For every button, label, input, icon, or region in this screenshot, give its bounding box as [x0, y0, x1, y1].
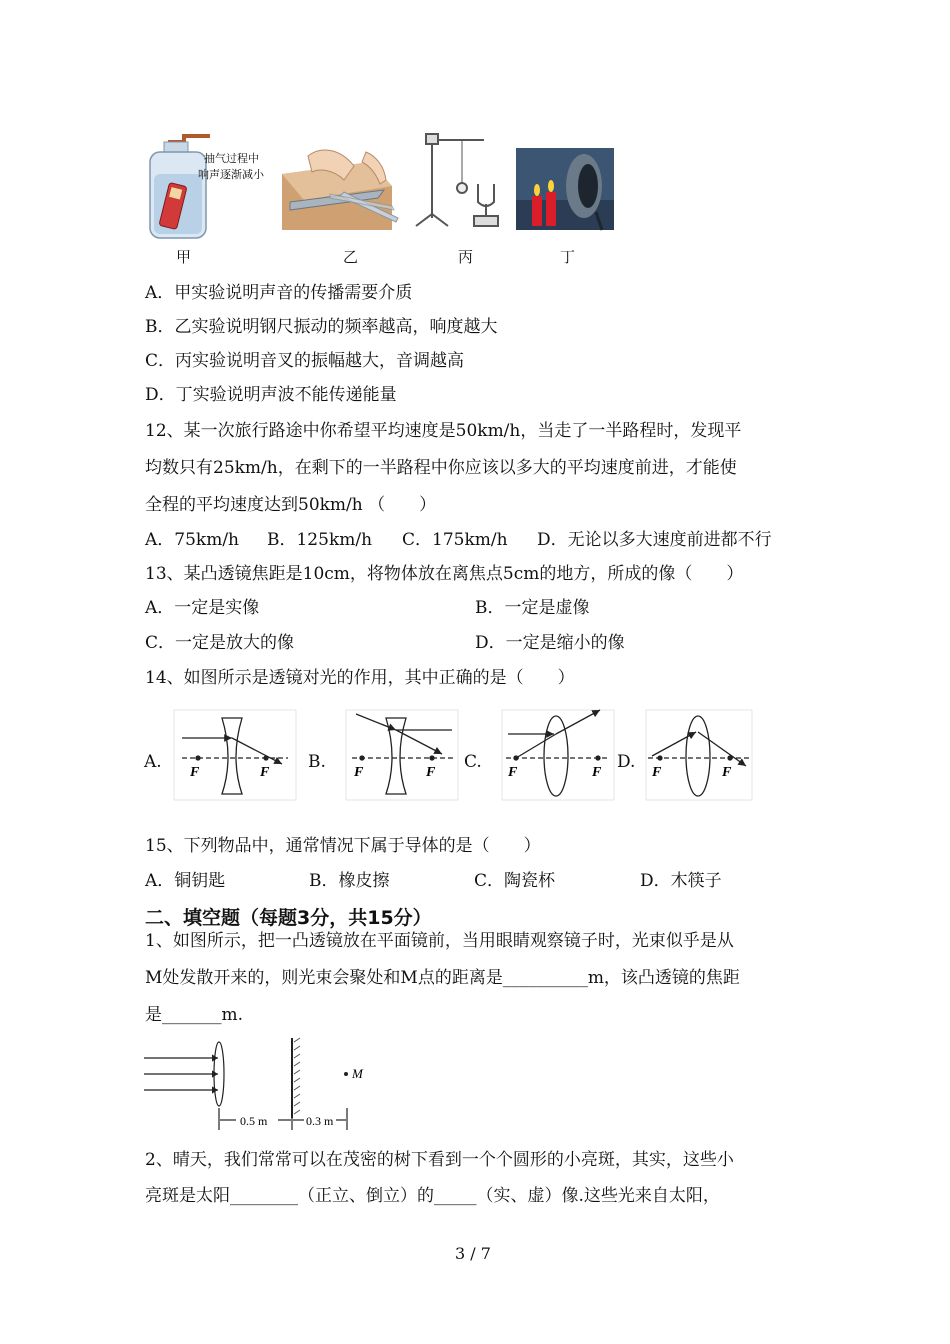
lens-diagrams — [170, 704, 756, 804]
focal-label-d2: F — [722, 765, 732, 780]
q12-line-3: 全程的平均速度达到50km/h （ ） — [145, 495, 437, 515]
q12-option-d: D．无论以多大速度前进都不行 — [537, 530, 772, 550]
lens-mirror-drawing — [140, 1034, 380, 1130]
q11-option-d: D．丁实验说明声波不能传递能量 — [145, 385, 397, 405]
distance-label-1: 0.5 m — [240, 1114, 268, 1128]
ruler-table-drawing — [282, 150, 398, 230]
focal-label-c1: F — [508, 765, 518, 780]
q15-option-c: C．陶瓷杯 — [474, 871, 556, 891]
candle-speaker-drawing — [516, 148, 614, 230]
focal-label-a2: F — [260, 765, 270, 780]
q11-option-c: C．丙实验说明音叉的振幅越大，音调越高 — [145, 351, 465, 371]
q13-option-b: B．一定是虚像 — [475, 598, 590, 618]
q14-option-c-label: C. — [464, 752, 482, 772]
q15-option-d: D．木筷子 — [640, 871, 722, 891]
sound-experiment-figure — [140, 126, 620, 266]
point-m-label: M — [352, 1066, 363, 1081]
figure-label-jia: 甲 — [176, 248, 192, 266]
fill-q1-line-3: 是_______m. — [145, 1005, 244, 1025]
focal-label-b1: F — [354, 765, 364, 780]
q12-line-2: 均数只有25km/h，在剩下的一半路程中你应该以多大的平均速度前进，才能使 — [145, 458, 737, 478]
q15-option-a: A．铜钥匙 — [145, 871, 226, 891]
q12-option-a: A．75km/h — [145, 530, 240, 550]
fill-q1-line-2: M处发散开来的，则光束会聚处和M点的距离是__________m，该凸透镜的焦距 — [145, 968, 740, 988]
q14-option-d-label: D. — [617, 752, 636, 772]
q15-option-b: B．橡皮擦 — [309, 871, 390, 891]
q14-option-b-label: B. — [308, 752, 326, 772]
q15-stem: 15、下列物品中，通常情况下属于导体的是（ ） — [145, 836, 541, 856]
q12-option-c: C．175km/h — [402, 530, 508, 550]
focal-label-b2: F — [426, 765, 436, 780]
lens-mirror-figure — [140, 1034, 380, 1130]
tuning-fork-drawing — [416, 134, 498, 226]
focal-label-a1: F — [190, 765, 200, 780]
fill-q2-line-1: 2、晴天，我们常常可以在茂密的树下看到一个个圆形的小亮斑，其实，这些小 — [145, 1150, 734, 1170]
q11-option-a: A．甲实验说明声音的传播需要介质 — [145, 283, 413, 303]
q11-option-b: B．乙实验说明钢尺振动的频率越高，响度越大 — [145, 317, 498, 337]
q14-option-a-label: A. — [144, 752, 162, 772]
jar-caption-line1: 抽气过程中 — [204, 153, 259, 165]
q13-stem: 13、某凸透镜焦距是10cm，将物体放在离焦点5cm的地方，所成的像（ ） — [145, 564, 744, 584]
focal-label-d1: F — [652, 765, 662, 780]
q13-option-a: A．一定是实像 — [145, 598, 260, 618]
q12-option-b: B．125km/h — [267, 530, 373, 550]
lens-diagram-a — [174, 710, 296, 800]
fill-q2-line-2: 亮斑是太阳________（正立、倒立）的_____（实、虚）像.这些光来自太阳， — [145, 1186, 720, 1206]
sound-experiment-drawing — [140, 126, 620, 266]
bell-jar-drawing — [150, 136, 210, 238]
q12-line-1: 12、某一次旅行路途中你希望平均速度是50km/h，当走了一半路程时，发现平 — [145, 421, 742, 441]
lens-diagrams-drawing — [170, 704, 756, 804]
jar-caption-line2: 响声逐渐减小 — [198, 169, 264, 181]
lens-diagram-c — [502, 710, 614, 800]
focal-label-c2: F — [592, 765, 602, 780]
distance-label-2: 0.3 m — [306, 1114, 334, 1128]
figure-label-bing: 丙 — [458, 248, 474, 266]
section-heading: 二、填空题（每题3分，共15分） — [145, 907, 432, 929]
figure-label-yi: 乙 — [343, 248, 359, 266]
page-number: 3 / 7 — [455, 1244, 491, 1263]
figure-label-ding: 丁 — [560, 248, 576, 266]
fill-q1-line-1: 1、如图所示，把一凸透镜放在平面镜前，当用眼睛观察镜子时，光束似乎是从 — [145, 931, 734, 951]
lens-diagram-d — [646, 710, 752, 800]
lens-diagram-b — [346, 710, 458, 800]
q13-option-c: C．一定是放大的像 — [145, 633, 295, 653]
q13-option-d: D．一定是缩小的像 — [475, 633, 625, 653]
q14-stem: 14、如图所示是透镜对光的作用，其中正确的是（ ） — [145, 668, 575, 688]
